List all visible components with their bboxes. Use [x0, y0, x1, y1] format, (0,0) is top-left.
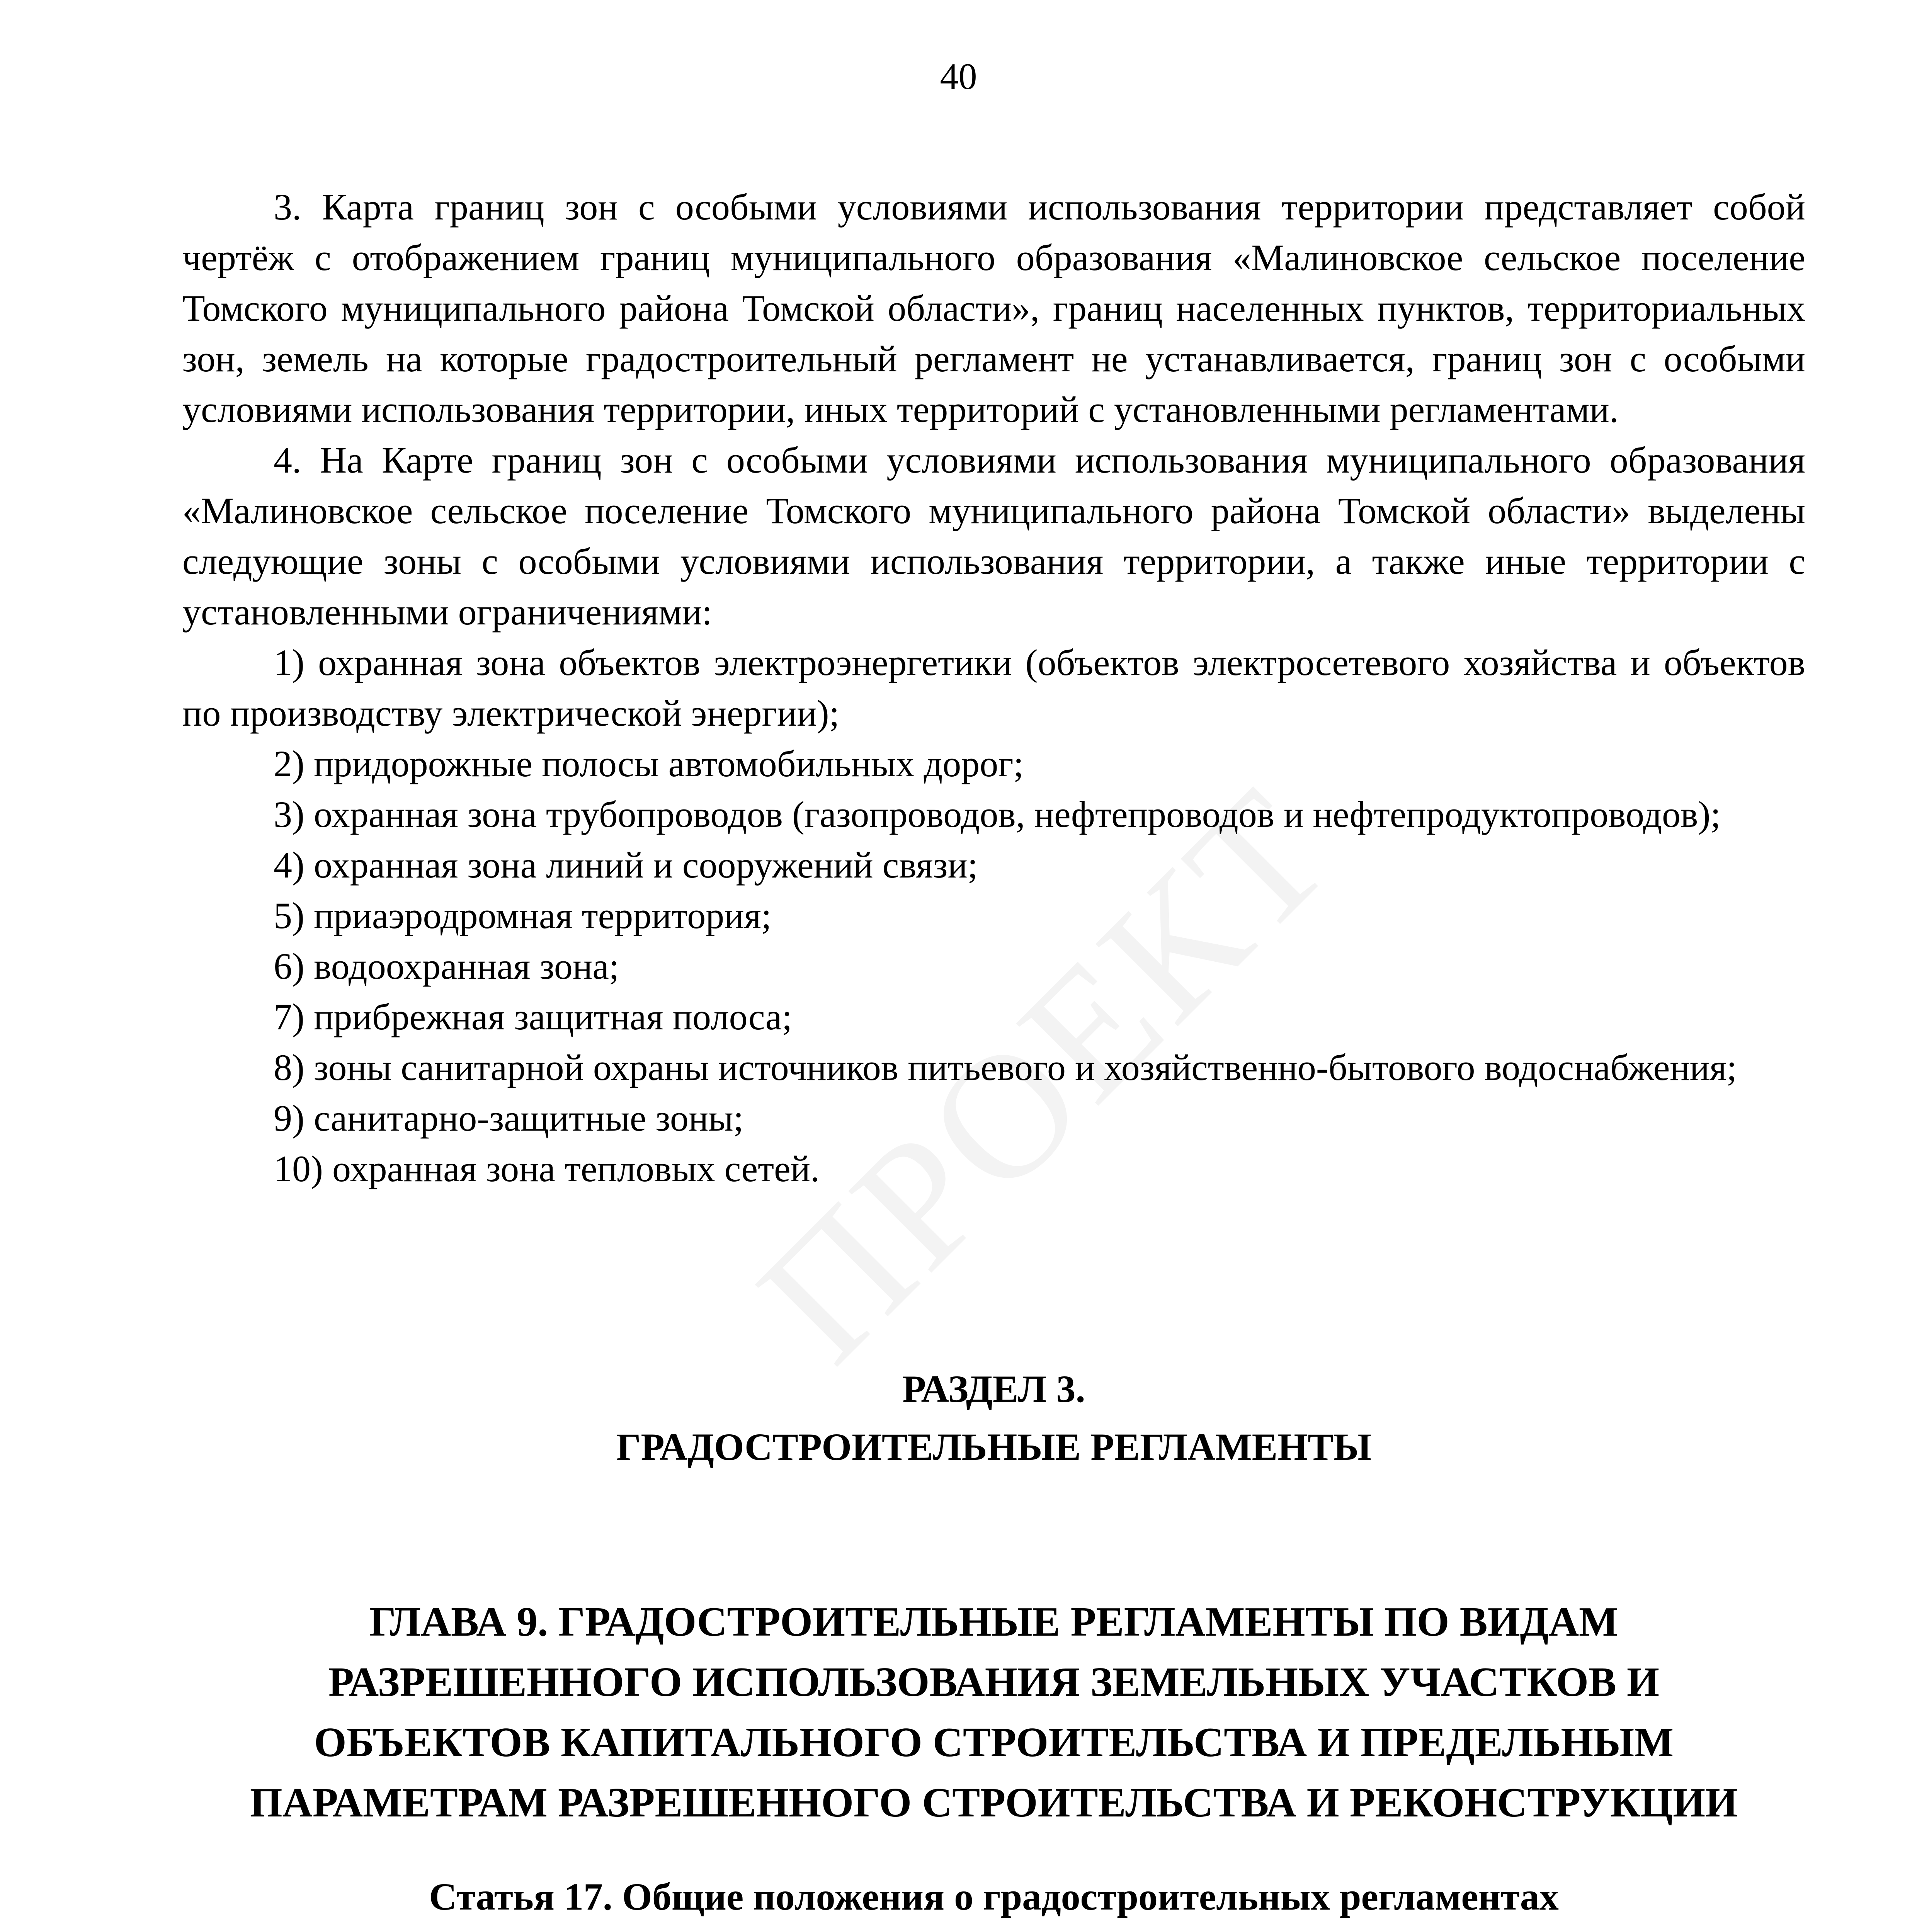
list-item: 6) водоохранная зона; — [274, 946, 619, 987]
list-item: 9) санитарно-защитные зоны; — [274, 1097, 744, 1139]
chapter-title-line: ГЛАВА 9. ГРАДОСТРОИТЕЛЬНЫЕ РЕГЛАМЕНТЫ ПО ВИДАМ — [369, 1599, 1618, 1645]
list-item: 1) охранная зона объектов электроэнергетики (объектов электросетевого хозяйства и объектов по производству электрической энергии); — [182, 642, 1805, 734]
list-item: 3) охранная зона трубопроводов (газопроводов, нефтепроводов и нефтепродуктопроводов); — [274, 794, 1721, 835]
list-item: 5) приаэродромная территория; — [274, 895, 772, 936]
page-number: 40 — [940, 56, 977, 97]
section-heading — [182, 1360, 1805, 1476]
chapter-heading — [182, 1592, 1805, 1833]
chapter-title-line: ПАРАМЕТРАМ РАЗРЕШЕННОГО СТРОИТЕЛЬСТВА И РЕКОНСТРУКЦИИ — [250, 1780, 1738, 1826]
chapter-title-line: ОБЪЕКТОВ КАПИТАЛЬНОГО СТРОИТЕЛЬСТВА И ПРЕДЕЛЬНЫМ — [314, 1719, 1674, 1765]
page-content — [182, 182, 1805, 1932]
paragraph-map-description: 3. Карта границ зон с особыми условиями использования территории представляет собой чертёж с отображением границ муниципального образования «Малиновское сельское поселение Томского муниципального района Томской области», границ населенных пунктов, территориальных зон, земель на которые градостроительный регламент не устанавливается, границ зон с особыми условиями использования территории, иных территорий с установленными регламентами. — [182, 186, 1805, 430]
list-item: 8) зоны санитарной охраны источников питьевого и хозяйственно-бытового водоснабжения; — [274, 1047, 1737, 1088]
section-number: РАЗДЕЛ 3. — [902, 1367, 1085, 1410]
list-item: 4) охранная зона линий и сооружений связи; — [274, 844, 978, 886]
chapter-title-line: РАЗРЕШЕННОГО ИСПОЛЬЗОВАНИЯ ЗЕМЕЛЬНЫХ УЧАСТКОВ И — [328, 1659, 1660, 1705]
zones-list — [182, 637, 1805, 1194]
paragraph-zones-intro: 4. На Карте границ зон с особыми условиями использования муниципального образования «Малиновское сельское поселение Томского муниципального района Томской области» выделены следующие зоны с особыми условиями использования территории, а также иные территории с установленными ограничениями: — [182, 439, 1805, 633]
list-item: 7) прибрежная защитная полоса; — [274, 996, 793, 1037]
list-item: 10) охранная зона тепловых сетей. — [274, 1148, 820, 1189]
list-item: 2) придорожные полосы автомобильных дорог; — [274, 743, 1024, 784]
article-heading: Статья 17. Общие положения о градостроительных регламентах — [429, 1875, 1559, 1918]
section-title: ГРАДОСТРОИТЕЛЬНЫЕ РЕГЛАМЕНТЫ — [616, 1425, 1372, 1468]
